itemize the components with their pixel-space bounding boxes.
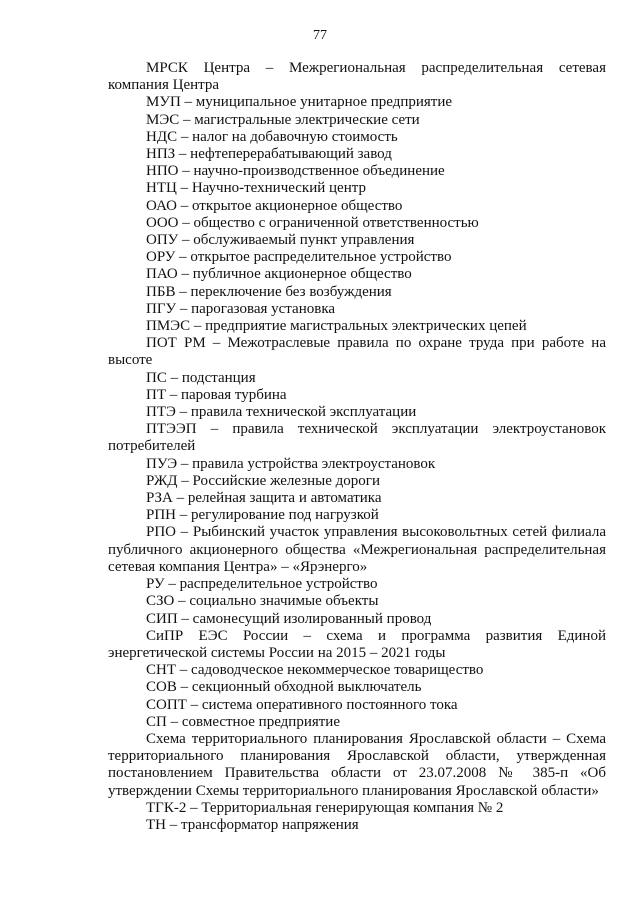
abbreviation-entry: СИП – самонесущий изолированный провод	[146, 610, 432, 627]
abbreviation-entry: СиПР ЕЭС России – схема и программа развития Единой энергетической системы России на 2015 – 2021 годы	[108, 627, 606, 661]
abbreviation-entry: ПС – подстанция	[146, 369, 256, 386]
abbreviation-entry: РЗА – релейная защита и автоматика	[146, 490, 382, 507]
abbreviation-entry: ПМЭС – предприятие магистральных электрических цепей	[146, 318, 527, 335]
abbreviation-entry: ООО – общество с ограниченной ответственностью	[146, 214, 479, 231]
abbreviation-entry: РУ – распределительное устройство	[146, 576, 378, 593]
abbreviation-entry: ОПУ – обслуживаемый пункт управления	[146, 232, 415, 249]
abbreviation-entry: НДС – налог на добавочную стоимость	[146, 128, 398, 145]
abbreviation-entry: СЗО – социально значимые объекты	[146, 593, 379, 610]
abbreviation-entry: ПУЭ – правила устройства электроустановок	[146, 455, 436, 472]
abbreviation-entry: СОВ – секционный обходной выключатель	[146, 679, 422, 696]
abbreviation-entry: ПАО – публичное акционерное общество	[146, 266, 412, 283]
page-number: 77	[313, 28, 327, 43]
abbreviation-entry: МРСК Центра – Межрегиональная распределительная сетевая компания Центра	[108, 60, 606, 94]
abbreviation-entry: МУП – муниципальное унитарное предприятие	[146, 94, 453, 111]
abbreviation-entry: ТГК-2 – Территориальная генерирующая компания № 2	[146, 799, 504, 816]
abbreviation-entry: ПОТ РМ – Межотраслевые правила по охране труда при работе на высоте	[108, 335, 606, 369]
abbreviation-entry: НПО – научно-производственное объединение	[146, 163, 445, 180]
abbreviation-entry: НТЦ – Научно-технический центр	[146, 180, 366, 197]
abbreviation-entry: Схема территориального планирования Ярославской области – Схема территориального планирования Ярославской области, утвержденная постановлением Правительства области от 23.07.2008 № 385-п «Об утверждении Схемы территориального планирования Ярославской области»	[108, 730, 606, 799]
abbreviation-entry: РПО – Рыбинский участок управления высоковольтных сетей филиала публичного акционерного общества «Межрегиональная распределительная сетевая компания Центра» – «Ярэнерго»	[108, 524, 606, 575]
abbreviation-entry: СП – совместное предприятие	[146, 713, 340, 730]
abbreviation-entry: ОРУ – открытое распределительное устройство	[146, 249, 452, 266]
abbreviation-entry: ПБВ – переключение без возбуждения	[146, 283, 392, 300]
abbreviation-entry: ПТ – паровая турбина	[146, 386, 287, 403]
abbreviation-entry: СОПТ – система оперативного постоянного тока	[146, 696, 458, 713]
abbreviations-list	[108, 60, 606, 834]
abbreviation-entry: ОАО – открытое акционерное общество	[146, 197, 403, 214]
abbreviation-entry: РЖД – Российские железные дороги	[146, 472, 380, 489]
abbreviation-entry: МЭС – магистральные электрические сети	[146, 111, 420, 128]
abbreviation-entry: РПН – регулирование под нагрузкой	[146, 507, 379, 524]
abbreviation-entry: СНТ – садоводческое некоммерческое товарищество	[146, 662, 484, 679]
abbreviation-entry: ПТЭ – правила технической эксплуатации	[146, 404, 417, 421]
abbreviation-entry: ТН – трансформатор напряжения	[146, 816, 359, 833]
abbreviation-entry: ПГУ – парогазовая установка	[146, 300, 336, 317]
abbreviation-entry: НПЗ – нефтеперерабатывающий завод	[146, 146, 392, 163]
abbreviation-entry: ПТЭЭП – правила технической эксплуатации электроустановок потребителей	[108, 421, 606, 455]
